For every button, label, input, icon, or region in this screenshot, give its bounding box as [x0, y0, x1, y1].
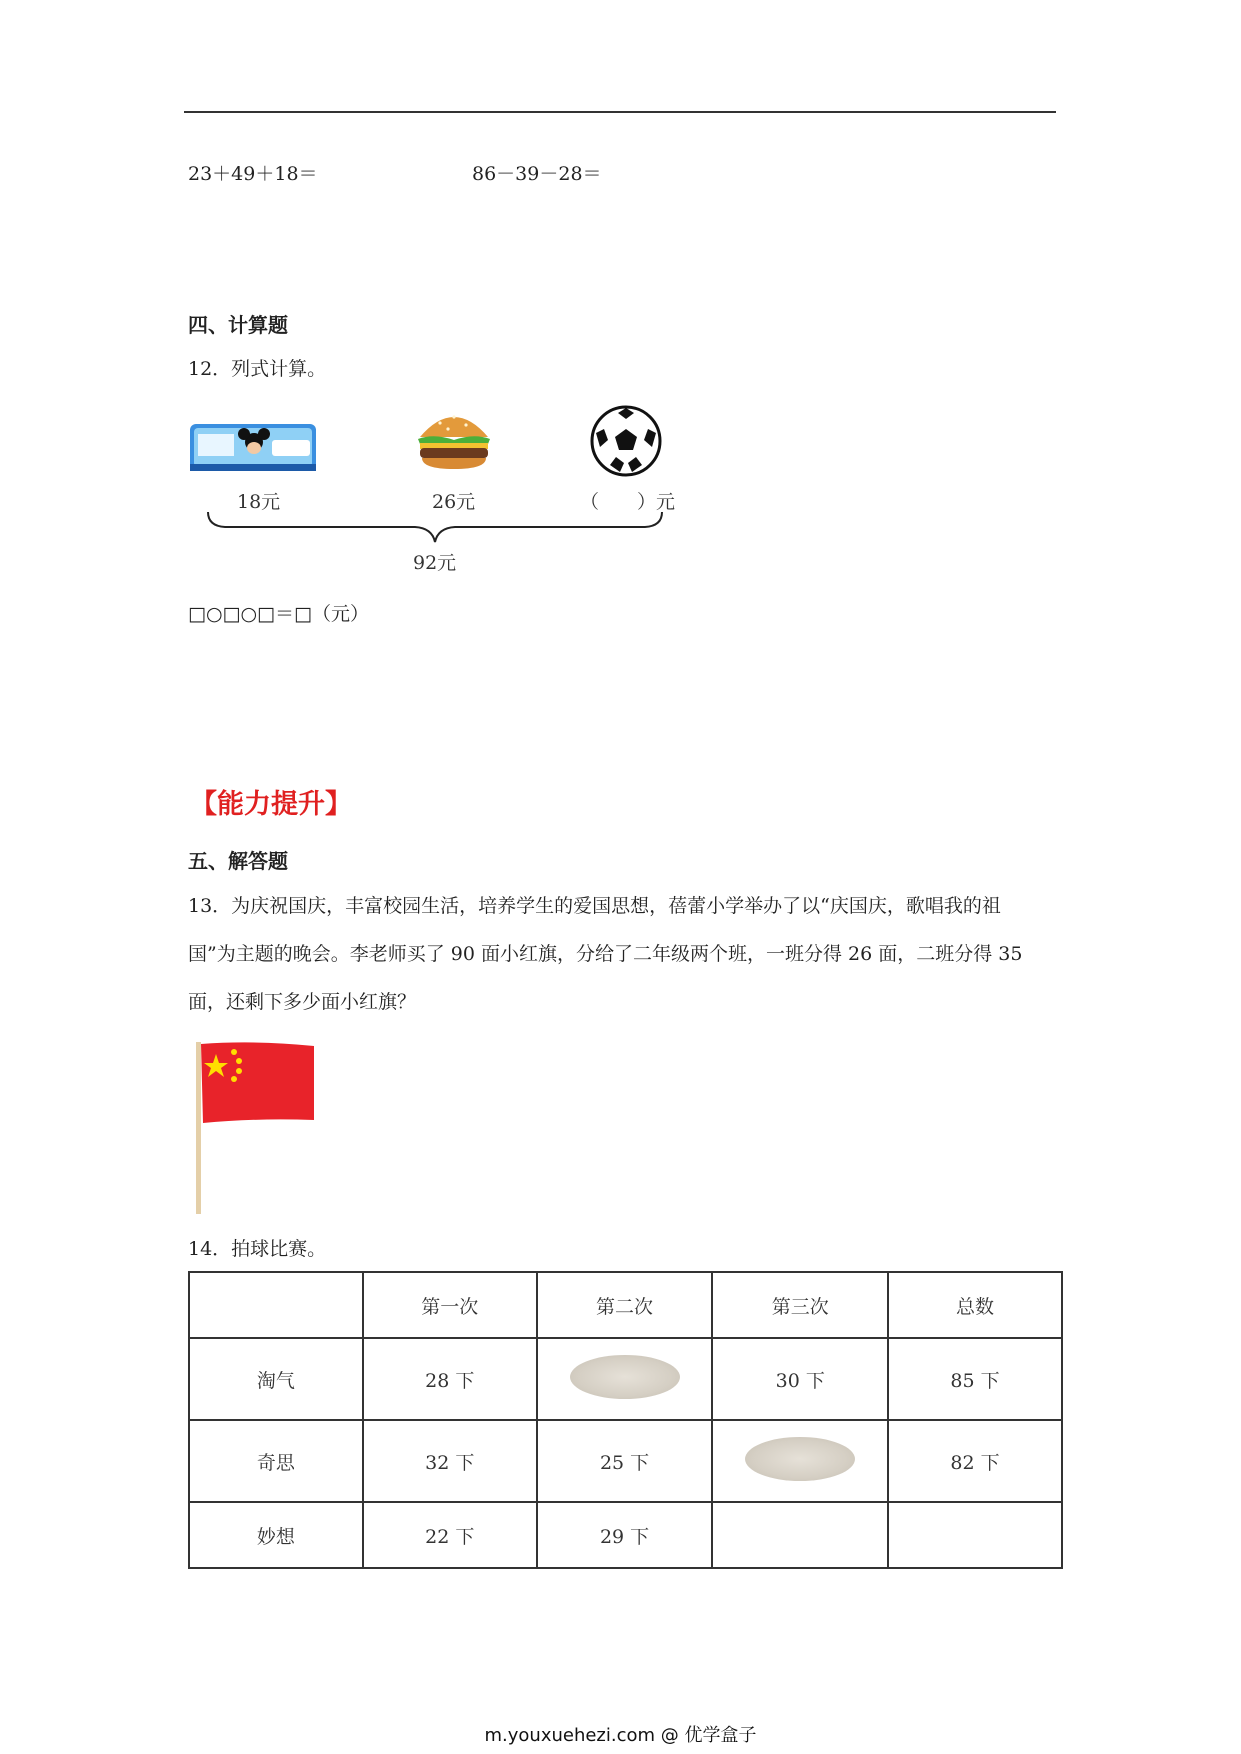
- table-row: [189, 1502, 1062, 1568]
- table-cell: [712, 1502, 888, 1568]
- table-cell: 28 下: [363, 1338, 537, 1420]
- section-5-title: 五、解答题: [188, 849, 288, 873]
- header-rule: [184, 111, 1056, 113]
- soccer-ball-image: [590, 405, 662, 477]
- red-flag-image: [194, 1040, 314, 1215]
- covered-smudge: [570, 1355, 680, 1399]
- formula-template: □○□○□＝□（元）: [188, 603, 369, 625]
- table-cell-covered: [537, 1338, 713, 1420]
- table-cell: 85 下: [888, 1338, 1062, 1420]
- table-cell: 82 下: [888, 1420, 1062, 1502]
- table-cell: 25 下: [537, 1420, 713, 1502]
- table-cell: 29 下: [537, 1502, 713, 1568]
- table-cell: 妙想: [189, 1502, 363, 1568]
- table-cell: 30 下: [712, 1338, 888, 1420]
- table-header-cell: 第三次: [712, 1272, 888, 1338]
- table-cell: 22 下: [363, 1502, 537, 1568]
- table-row: [189, 1420, 1062, 1502]
- price-pencil-case: 18元: [237, 491, 281, 513]
- question-12: 12．列式计算。: [188, 358, 327, 380]
- table-header-cell: [189, 1272, 363, 1338]
- question-13: 13．为庆祝国庆，丰富校园生活，培养学生的爱国思想，蓓蕾小学举办了以“庆国庆，歌唱我的祖国”为主题的晚会。李老师买了 90 面小红旗，分给了二年级两个班，一班分得 26 面，二班分得 35 面，还剩下多少面小红旗？: [188, 895, 1023, 1013]
- price-hamburger: 26元: [432, 491, 476, 513]
- table-header-cell: 第一次: [363, 1272, 537, 1338]
- table-header-cell: 总数: [888, 1272, 1062, 1338]
- table-cell: 32 下: [363, 1420, 537, 1502]
- table-cell: 淘气: [189, 1338, 363, 1420]
- question-14: 14．拍球比赛。: [188, 1238, 327, 1260]
- total-price: 92元: [413, 552, 457, 574]
- price-soccer-ball: （ ）元: [580, 491, 676, 513]
- equation-left: 23＋49＋18＝: [188, 163, 318, 185]
- covered-smudge: [745, 1437, 855, 1481]
- hamburger-image: [414, 403, 494, 475]
- table-cell: [888, 1502, 1062, 1568]
- table-row: [189, 1338, 1062, 1420]
- ability-banner: 【能力提升】: [190, 789, 352, 820]
- table-cell: 奇思: [189, 1420, 363, 1502]
- pencil-case-image: [188, 420, 318, 475]
- table-header-row: [189, 1272, 1062, 1338]
- footer-watermark[interactable]: m.youxuehezi.com @ 优学盒子: [484, 1725, 757, 1746]
- table-cell-covered: [712, 1420, 888, 1502]
- equation-right: 86－39－28＝: [472, 163, 602, 185]
- total-brace: [205, 510, 665, 550]
- score-table: [188, 1271, 1063, 1569]
- section-4-title: 四、计算题: [188, 313, 288, 337]
- table-header-cell: 第二次: [537, 1272, 713, 1338]
